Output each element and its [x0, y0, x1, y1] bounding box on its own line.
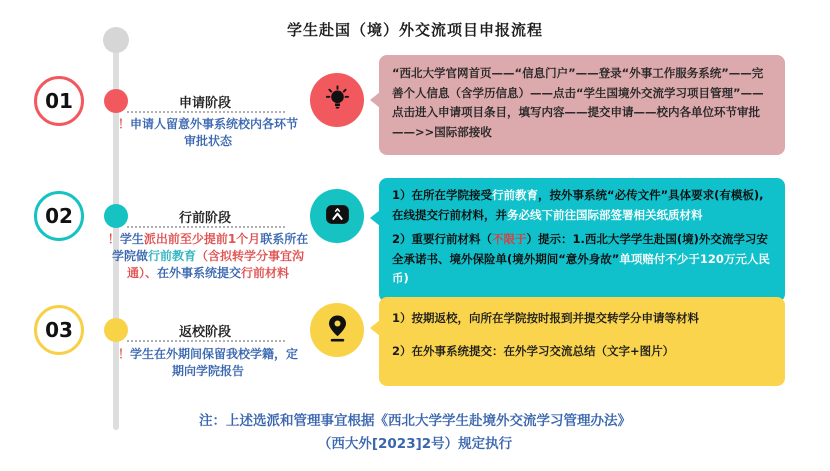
- stage-3-number: 03: [45, 318, 73, 342]
- page-title: 学生赴国（境）外交流项目申报流程: [286, 21, 543, 39]
- stage-1-bubble-text: “西北大学官网首页——“信息门户”——登录“外事工作服务系统”——完善个人信息（含学历信息）——点击“学生国境外交流学习项目管理”——点击进入申请项目条目，填写内容——提交申请——校内各单位环节审批——>>国际部接收: [392, 66, 764, 139]
- stage-3-bubble-line-1: 1）按期返校，向所在学院按时报到并提交转学分申请等材料: [392, 311, 699, 325]
- stage-1-number-badge: [34, 76, 84, 126]
- stage-3-bubble-line-2: 2）在外事系统提交：在外学习交流总结（文字+图片）: [392, 343, 675, 358]
- stage-2-label: 行前阶段: [178, 211, 231, 226]
- footnote: [0, 410, 830, 456]
- stage-3-number-badge: [34, 305, 84, 355]
- timeline-start-dot: [103, 27, 129, 53]
- departure-icon: [323, 200, 352, 233]
- stage-2-number: 02: [45, 204, 73, 228]
- stage-2-bubble: [379, 178, 785, 302]
- footnote-line-2: （西大外[2023]2号）规定执行: [317, 436, 513, 452]
- stage-1-note-text: 申请人留意外事系统校内各环节审批状态: [130, 117, 299, 148]
- stage-1-icon-circle: [310, 73, 364, 127]
- stage-2-divider: [127, 226, 285, 228]
- stage-1-number: 01: [45, 89, 73, 113]
- stage-2-bubble-paragraph-2: 2）重要行前材料（不限于）提示：1.西北大学学生赴国(境)外交流学习安全承诺书、境外保险单(境外期间“意外身故”单项赔付不少于120万元人民币): [392, 232, 770, 285]
- stage-1-bubble: [379, 55, 785, 155]
- stage-2-bubble-paragraph-1: 1）在所在学院接受行前教育，按外事系统“必传文件”具体要求(有模板),在线提交行前材料，并务必线下前往国际部签署相关纸质材料: [392, 188, 764, 222]
- stage-2-icon-circle: [310, 189, 364, 243]
- stage-3-divider: [127, 340, 285, 342]
- stage-1-note: [113, 116, 303, 150]
- stage-2-number-badge: [34, 191, 84, 241]
- stage-3-note-text: 学生在外期间保留我校学籍，定期向学院报告: [130, 347, 299, 378]
- stage-2-note: ！学生派出前至少提前1个月联系所在学院做行前教育（含拟转学分事宜沟通）、在外事系统提交行前材料: [107, 232, 309, 280]
- stage-3-note: [113, 346, 303, 380]
- stage-1-note-mark: ！: [117, 117, 130, 131]
- stage-3-bubble: [379, 297, 785, 386]
- stage-1-divider: [127, 111, 285, 113]
- stage-3-label: 返校阶段: [178, 325, 231, 340]
- lightbulb-icon: [324, 85, 351, 116]
- footnote-line-1: 注：上述选派和管理事宜根据《西北大学学生赴境外交流学习管理办法》: [199, 413, 631, 429]
- stage-1-label: 申请阶段: [178, 96, 231, 111]
- location-pin-icon: [325, 314, 350, 347]
- stage-3-icon-circle: [310, 303, 364, 357]
- stage-3-note-mark: ！: [117, 347, 130, 361]
